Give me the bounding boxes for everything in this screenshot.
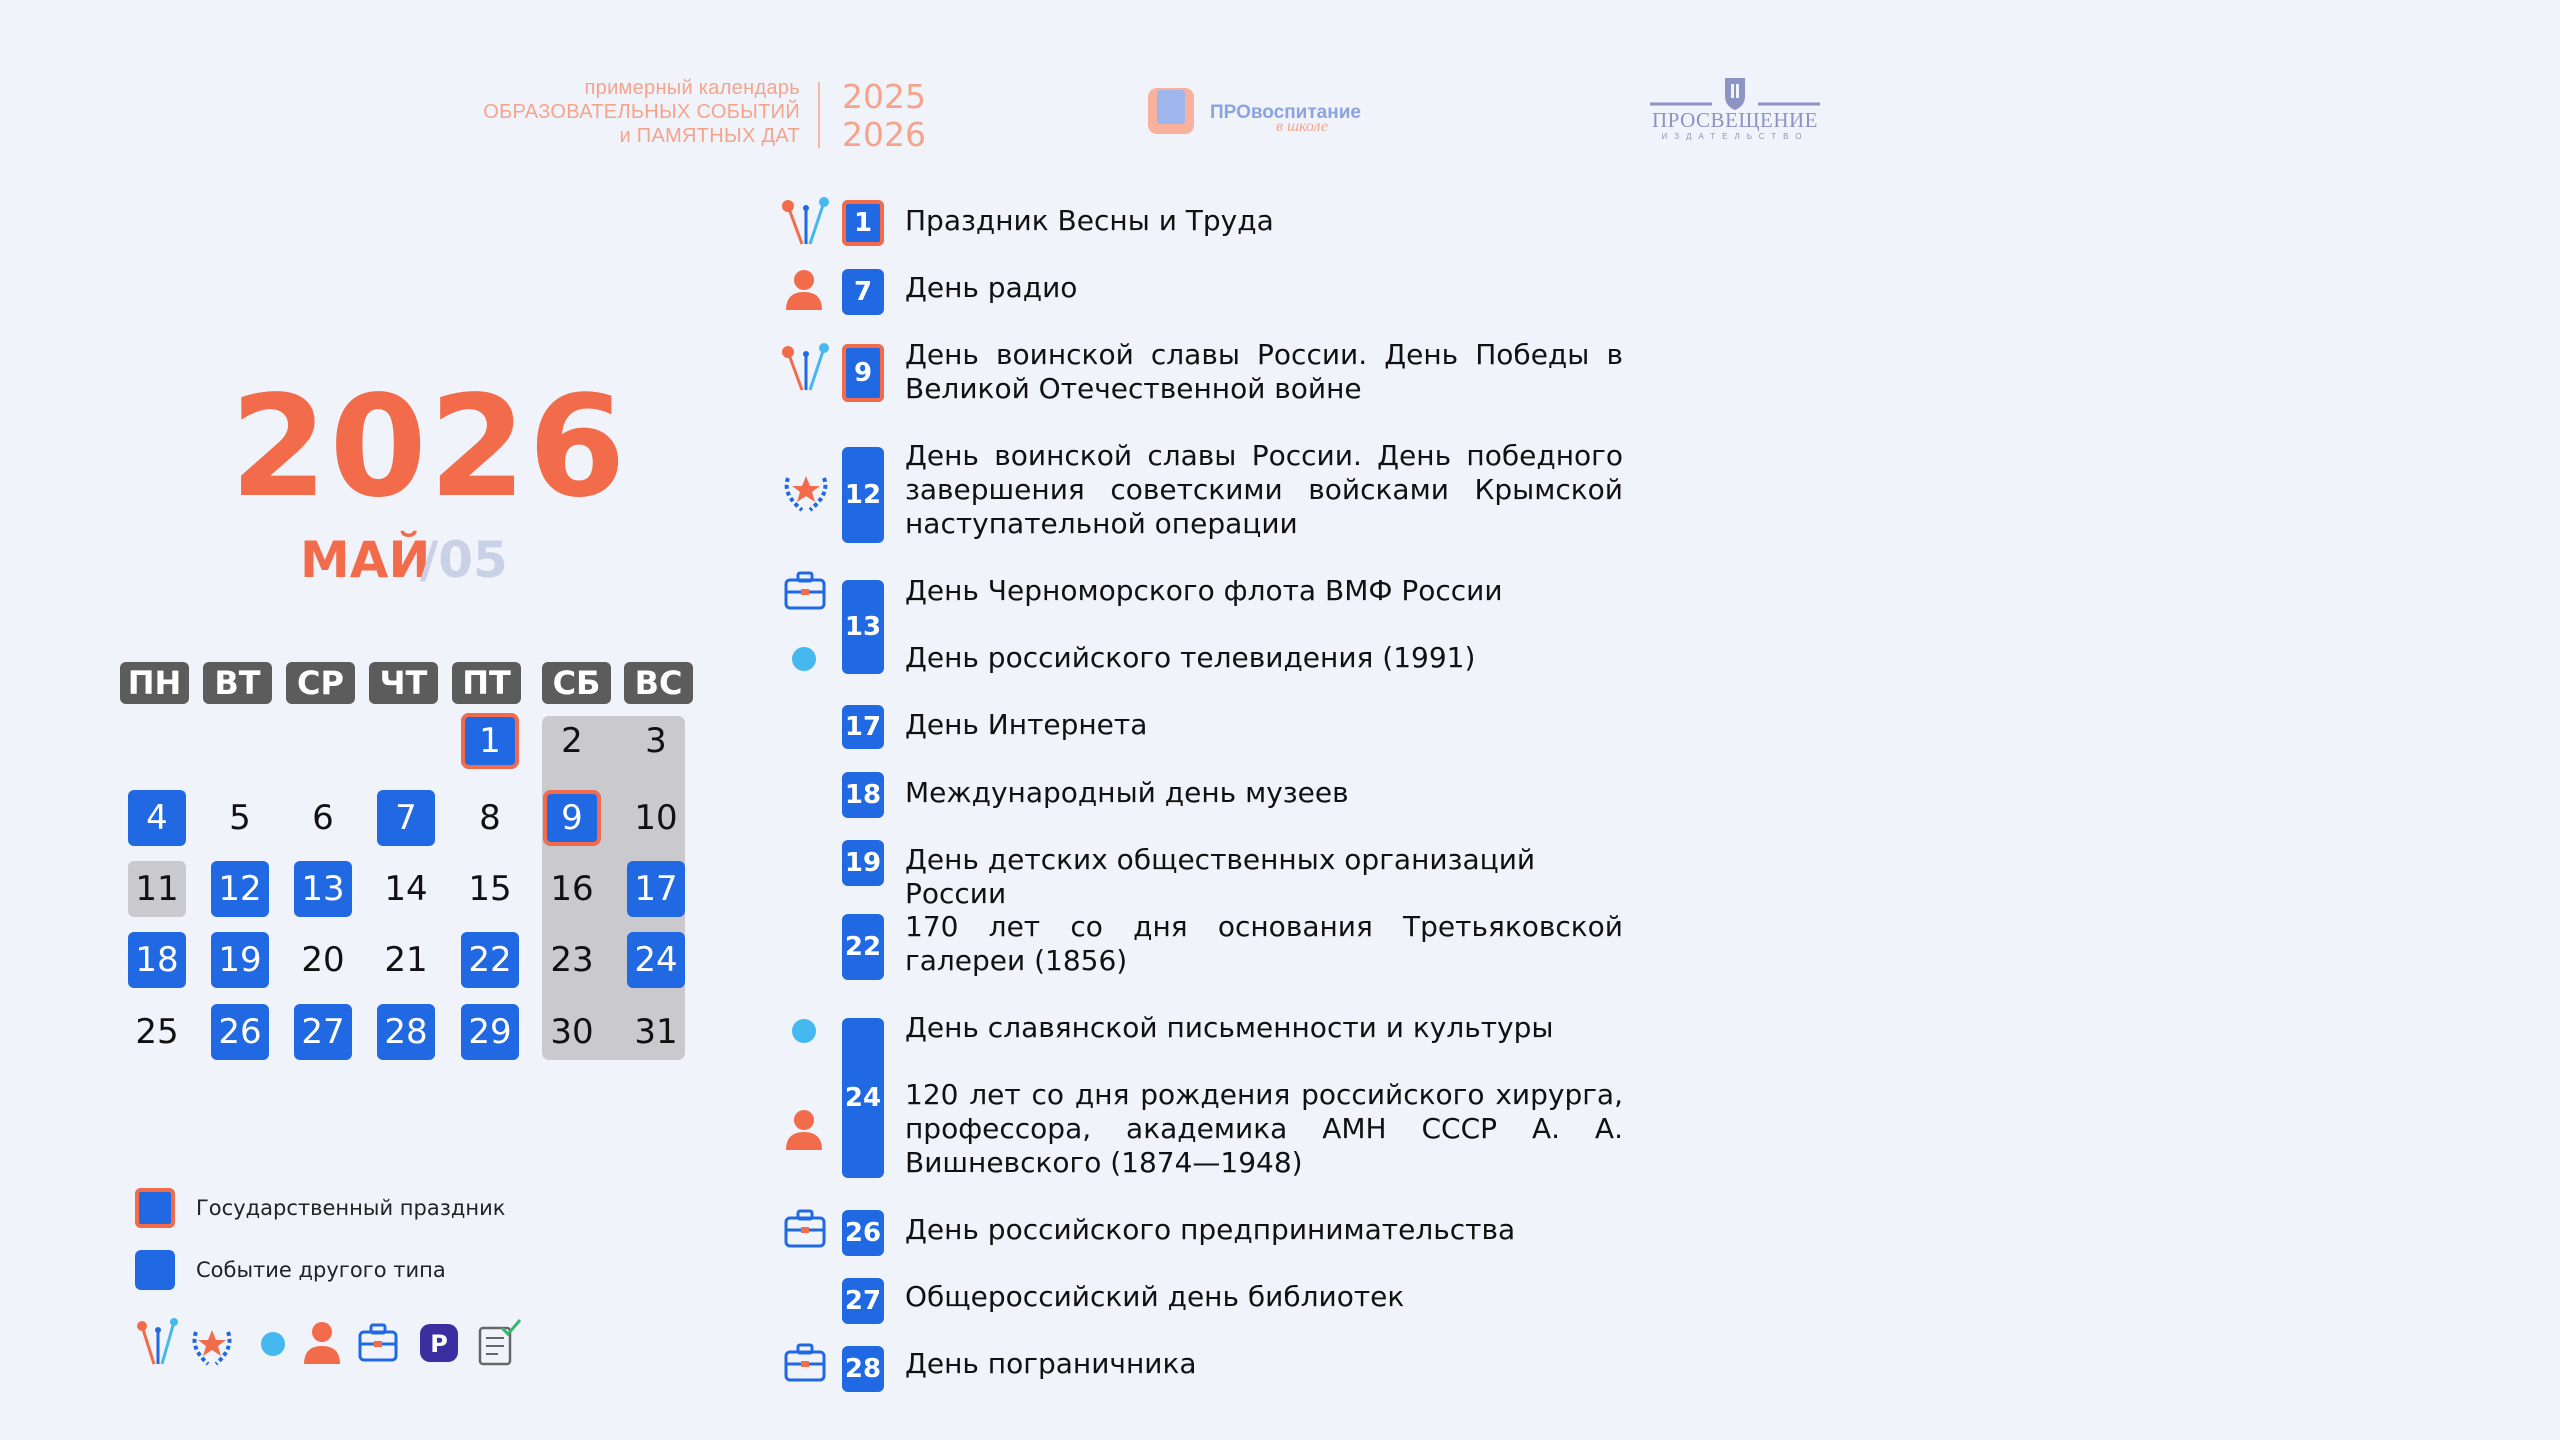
day-cell[interactable]: 23: [550, 940, 594, 980]
day-cell[interactable]: 5: [229, 798, 251, 838]
subtitle-line-3: и ПАМЯТНЫХ ДАТ: [619, 125, 800, 147]
event-date-badge: 24: [842, 1018, 884, 1178]
day-cell-event[interactable]: 19: [211, 932, 269, 988]
briefcase-icon: [360, 1325, 396, 1360]
event-text: День детских общественных организаций России: [905, 843, 1536, 910]
academic-years: [842, 78, 926, 154]
day-cell-event[interactable]: 18: [128, 932, 186, 988]
day-cell[interactable]: 14: [384, 869, 428, 909]
event-text: 170 лет со дня основания Третьяковской галереи (1856): [905, 910, 1623, 977]
subtitle-line-2: ОБРАЗОВАТЕЛЬНЫХ СОБЫТИЙ: [483, 101, 800, 123]
day-cell[interactable]: 10: [634, 798, 678, 838]
event-text: Международный день музеев: [905, 776, 1349, 809]
header-divider: [818, 82, 820, 148]
logo-main-text: ПРОвоспитание: [1210, 102, 1361, 123]
event-text: 120 лет со дня рождения российского хирурга, профессора, академика АМН СССР А. А. Вишневского (1874—1948): [905, 1078, 1623, 1179]
legend-holiday-swatch: [135, 1188, 175, 1228]
day-cell[interactable]: 6: [312, 798, 334, 838]
day-cell-dayoff[interactable]: 11: [128, 861, 186, 917]
event-text: День пограничника: [905, 1347, 1197, 1380]
day-cell[interactable]: 15: [468, 869, 512, 909]
day-cell-event[interactable]: 22: [461, 932, 519, 988]
book-icon: [1148, 88, 1194, 134]
legend-icon-strip: [130, 1314, 530, 1370]
day-cell[interactable]: 16: [550, 869, 594, 909]
event-text: День Черноморского флота ВМФ России: [905, 574, 1503, 607]
day-cell-event[interactable]: 29: [461, 1004, 519, 1060]
event-text: День воинской славы России. День победного завершения советскими войсками Крымской наступательной операции: [905, 439, 1623, 540]
day-cell-event[interactable]: 4: [128, 790, 186, 846]
legend-other-label: Событие другого типа: [196, 1258, 446, 1282]
logo2-sub-text: ИЗДАТЕЛЬСТВО: [1661, 132, 1809, 141]
event-date-badge: 13: [842, 580, 884, 674]
day-cell-event[interactable]: 13: [294, 861, 352, 917]
event-date-badge: 18: [842, 772, 884, 818]
day-cell-event[interactable]: 28: [377, 1004, 435, 1060]
day-cell[interactable]: 21: [384, 940, 428, 980]
day-cell-event[interactable]: 24: [627, 932, 685, 988]
month-number: /05: [420, 531, 508, 589]
day-cell-event[interactable]: 12: [211, 861, 269, 917]
prosveshchenie-logo: [1650, 74, 1820, 146]
event-text: Праздник Весны и Труда: [905, 204, 1274, 237]
academic-year-start: 2025: [842, 77, 926, 116]
day-cell[interactable]: 30: [550, 1012, 594, 1052]
fireworks-icon: [782, 197, 829, 244]
dot-icon: [792, 647, 816, 671]
event-date-badge-holiday: 1: [842, 200, 884, 246]
weekday-sun: ВС: [624, 662, 693, 704]
wreath-star-icon: [195, 1330, 230, 1364]
event-date-badge-holiday: 9: [842, 344, 884, 402]
day-cell[interactable]: 2: [561, 721, 583, 761]
event-date-badge: 22: [842, 914, 884, 980]
person-icon: [786, 1110, 822, 1150]
document-check-icon: [480, 1320, 520, 1364]
logo2-main-text: ПРОСВЕЩЕНИЕ: [1651, 108, 1819, 132]
academic-year-end: 2026: [842, 115, 926, 154]
event-text: День воинской славы России. День Победы в Великой Отечественной войне: [905, 338, 1623, 405]
weekday-thu: ЧТ: [369, 662, 438, 704]
event-text: Общероссийский день библиотек: [905, 1280, 1405, 1313]
briefcase-icon: [786, 573, 824, 608]
day-cell-event[interactable]: 26: [211, 1004, 269, 1060]
event-text: День российского предпринимательства: [905, 1213, 1516, 1246]
event-date-badge: 27: [842, 1278, 884, 1324]
month-name: МАЙ: [300, 531, 431, 589]
calendar-subtitle: [350, 76, 800, 148]
briefcase-icon: [786, 1211, 824, 1246]
dot-icon: [792, 1019, 816, 1043]
legend-icons: [130, 1314, 530, 1370]
event-date-badge: 17: [842, 705, 884, 749]
day-cell-holiday[interactable]: 9: [543, 790, 601, 846]
day-cell[interactable]: 8: [479, 798, 501, 838]
day-cell-event[interactable]: 7: [377, 790, 435, 846]
weekday-tue: ВТ: [203, 662, 272, 704]
event-text: День радио: [905, 271, 1078, 304]
weekday-wed: СР: [286, 662, 355, 704]
person-icon: [786, 270, 822, 310]
event-icons-column: [772, 190, 842, 1410]
event-text: День российского телевидения (1991): [905, 641, 1476, 674]
event-date-badge: 28: [842, 1346, 884, 1392]
briefcase-icon: [786, 1345, 824, 1380]
event-date-badge: 19: [842, 840, 884, 886]
logo-sub-text: в школе: [1276, 118, 1328, 135]
event-text: День славянской письменности и культуры: [905, 1011, 1554, 1044]
dot-icon: [261, 1332, 285, 1356]
subtitle-line-1: примерный календарь: [584, 77, 800, 99]
year-title: 2026: [230, 366, 628, 529]
day-cell-event[interactable]: 17: [627, 861, 685, 917]
event-date-badge: 26: [842, 1210, 884, 1256]
fireworks-icon: [137, 1318, 178, 1364]
fireworks-icon: [782, 343, 829, 390]
day-cell[interactable]: 20: [301, 940, 345, 980]
weekday-sat: СБ: [542, 662, 611, 704]
legend-holiday-label: Государственный праздник: [196, 1196, 506, 1220]
event-text: День Интернета: [905, 708, 1148, 741]
weekday-mon: ПН: [120, 662, 189, 704]
wreath-star-icon: [787, 476, 826, 510]
day-cell-holiday[interactable]: 1: [461, 713, 519, 769]
person-icon: [304, 1322, 340, 1364]
p-letter: P: [430, 1330, 448, 1358]
event-date-badge: 7: [842, 269, 884, 315]
day-cell-event[interactable]: 27: [294, 1004, 352, 1060]
day-cell[interactable]: 31: [634, 1012, 678, 1052]
day-cell[interactable]: 25: [135, 1012, 179, 1052]
weekday-fri: ПТ: [452, 662, 521, 704]
event-date-badge: 12: [842, 447, 884, 543]
legend-other-swatch: [135, 1250, 175, 1290]
letter-p-icon: [420, 1324, 458, 1362]
day-cell[interactable]: 3: [645, 721, 667, 761]
